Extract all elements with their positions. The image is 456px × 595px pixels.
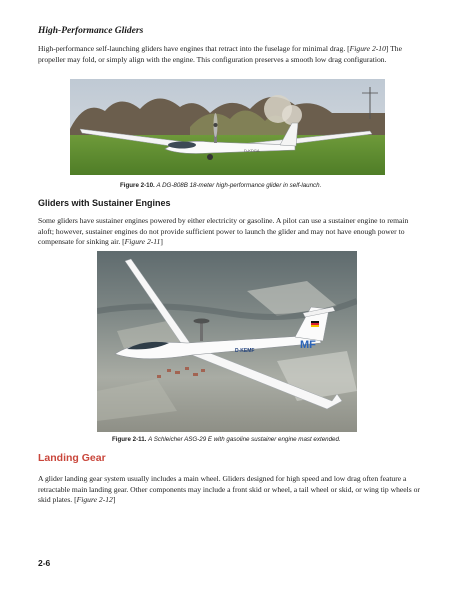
figure-reference-2-12[interactable]: Figure 2-12 (76, 495, 113, 505)
glider-registration-label: D-KEMF (235, 348, 255, 354)
section-heading-landing-gear: Landing Gear (38, 452, 106, 464)
paragraph-text: ] The propeller may fold, or simply align with the engine. This configuration preserves a smooth low drag configuration. (38, 44, 402, 64)
paragraph-text: High-performance self-launching gliders have engines that retract into the fuselage for minimal drag. [ (38, 44, 350, 53)
tail-letters: MF (300, 339, 316, 351)
paragraph-text: A glider landing gear system usually includes a main wheel. Gliders designed for high speed and low drag often feature a retractable main landing gear. Other components may include a front skid or wheel, a tail wheel or skid, or wing tip wheels or skid plates. [ (38, 474, 420, 505)
paragraph-text: ] (160, 237, 163, 247)
section-heading-high-performance-gliders: High-Performance Gliders (38, 26, 144, 36)
figure-caption-text: A DG-808B 18-meter high-performance glider in self-launch. (156, 182, 322, 189)
figure-2-10-caption (120, 182, 321, 189)
section-heading-sustainer-engines: Gliders with Sustainer Engines (38, 198, 171, 208)
figure-2-10-photo (70, 79, 385, 175)
paragraph-text: Some gliders have sustainer engines powered by either electricity or gasoline. A pilot can use a sustainer engine to remain aloft; however, sustainer engines do not provide sufficient power to launch the glider and may not have enough power to compensate for sinking air. [ (38, 216, 409, 247)
paragraph-landing-gear (38, 474, 420, 506)
asg-29e-glider-image (97, 251, 357, 432)
figure-label: Figure 2-11. (112, 436, 147, 443)
figure-2-11-caption (112, 436, 341, 443)
paragraph-text: ] (112, 495, 116, 505)
paragraph-high-performance (38, 44, 420, 65)
figure-reference-2-10[interactable]: Figure 2-10 (349, 44, 386, 53)
figure-caption-text: A Schleicher ASG-29 E with gasoline sustainer engine mast extended. (148, 436, 341, 443)
figure-reference-2-11[interactable]: Figure 2-11 (124, 237, 161, 247)
figure-2-11-photo (97, 251, 357, 432)
glider-registration-label: D-KDGA (244, 148, 260, 153)
figure-label: Figure 2-10. (120, 182, 155, 189)
page-number: 2-6 (38, 558, 51, 568)
dg-808b-glider-image (70, 79, 385, 175)
paragraph-sustainer-engines (38, 216, 420, 248)
